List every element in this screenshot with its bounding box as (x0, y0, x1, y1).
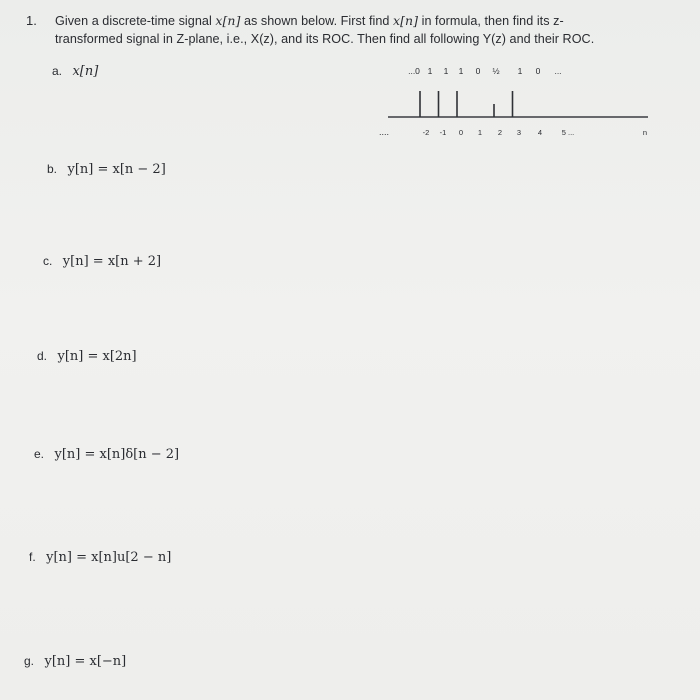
part-e-label: e. (34, 447, 45, 461)
value-label-1: 1 (427, 66, 433, 76)
n-tick-label-0: .... (378, 127, 390, 137)
question-text-b: as shown below. First find (240, 14, 393, 28)
n-tick-label-5: 2 (497, 128, 503, 137)
signal-symbol-2: x[n] (393, 13, 419, 28)
part-c-label: c. (43, 254, 53, 268)
value-label-5: ½ (492, 66, 500, 76)
stem-value-labels (408, 66, 561, 76)
value-label-2: 1 (443, 66, 449, 76)
part-b-expression: y[n] = x[n − 2] (67, 162, 166, 177)
question-text-line2: transformed signal in Z-plane, i.e., X(z), and its ROC. Then find all following Y(z) and their ROC. (55, 32, 595, 46)
part-f-label: f. (29, 550, 36, 564)
value-label-8: ... (554, 66, 562, 76)
n-tick-label-7: 4 (537, 128, 543, 137)
part-b-label: b. (47, 162, 58, 176)
n-tick-label-9: n (642, 128, 648, 137)
part-f-expression: y[n] = x[n]u[2 − n] (46, 550, 172, 565)
signal-symbol: x[n] (215, 13, 241, 28)
value-label-6: 1 (517, 66, 523, 76)
n-tick-label-8: 5 ... (561, 128, 575, 137)
n-tick-labels (379, 127, 647, 137)
part-e (34, 445, 179, 463)
value-label-4: 0 (475, 66, 481, 76)
part-a-label: a. (52, 64, 63, 78)
value-label-3: 1 (458, 66, 464, 76)
part-d-expression: y[n] = x[2n] (57, 349, 137, 364)
part-g (24, 652, 126, 670)
part-g-label: g. (24, 654, 35, 668)
part-e-expression: y[n] = x[n]δ[n − 2] (54, 447, 180, 462)
part-b (47, 160, 166, 178)
value-label-0: ...0 (408, 66, 420, 76)
part-f (29, 548, 171, 566)
n-tick-label-2: -1 (439, 128, 447, 137)
n-tick-label-3: 0 (458, 128, 464, 137)
part-d-label: d. (37, 349, 48, 363)
question-number: 1. (26, 13, 37, 28)
n-tick-label-1: -2 (422, 128, 430, 137)
question-text-c: in formula, then find its z- (418, 14, 564, 28)
stem-plot (0, 0, 700, 160)
stems (420, 91, 513, 117)
part-a-expression: x[n] (72, 64, 99, 79)
n-tick-label-6: 3 (516, 128, 522, 137)
part-g-expression: y[n] = x[−n] (44, 654, 127, 669)
part-c-expression: y[n] = x[n + 2] (62, 254, 162, 269)
part-d (37, 347, 137, 365)
part-c (43, 252, 161, 270)
question-text-a: Given a discrete-time signal (55, 14, 216, 28)
n-tick-label-4: 1 (477, 128, 483, 137)
value-label-7: 0 (535, 66, 541, 76)
